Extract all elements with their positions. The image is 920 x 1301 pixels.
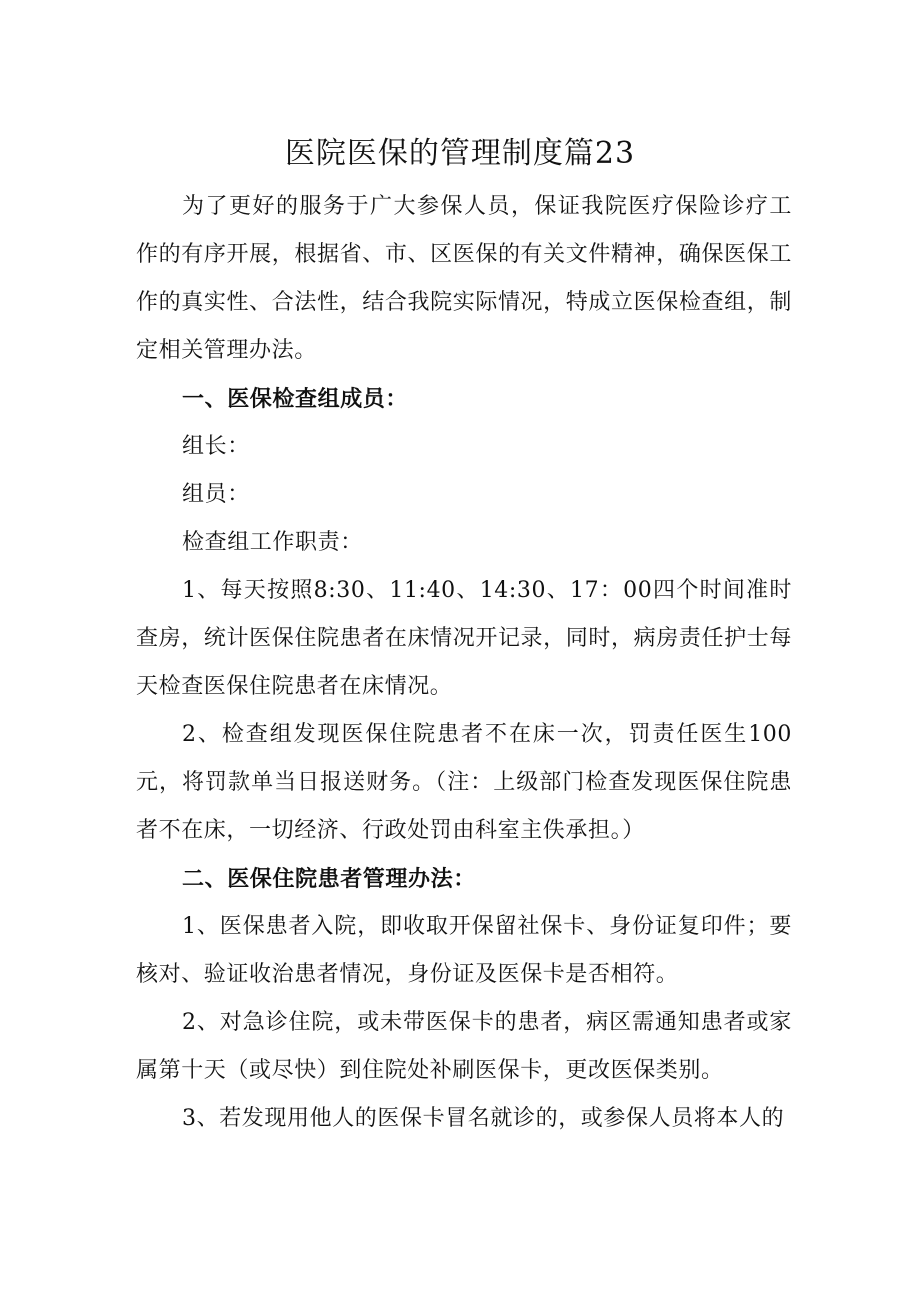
management-item-1: 1、医保患者入院，即收取开保留社保卡、身份证复印件；要核对、验证收治患者情况，身份证及医保卡是否相符。 xyxy=(136,914,792,987)
duty-item-1: 1、每天按照8:30、11:40、14:30、17：00四个时间准时查房，统计医保住院患者在床情况开记录，同时，病房责任护士每天检查医保住院患者在床情况。 xyxy=(136,578,792,699)
section-heading-inpatient-management: 二、医保住院患者管理办法： xyxy=(182,866,476,892)
intro-paragraph: 为了更好的服务于广大参保人员，保证我院医疗保险诊疗工作的有序开展，根据省、市、区医保的有关文件精神，确保医保工作的真实性、合法性，结合我院实际情况，特成立医保检查组，制定相关管理办法。 xyxy=(136,194,792,363)
document-title: 医院医保的管理制度篇23 xyxy=(284,136,636,171)
document-body xyxy=(136,183,792,1143)
management-item-3: 3、若发现用他人的医保卡冒名就诊的，或参保人员将本人的 xyxy=(182,1106,785,1131)
duty-item-2: 2、检查组发现医保住院患者不在床一次，罚责任医生100元，将罚款单当日报送财务。（注：上级部门检查发现医保住院患者不在床，一切经济、行政处罚由科室主佚承担。） xyxy=(136,722,792,843)
section-heading-inspection-group: 一、医保检查组成员： xyxy=(182,386,409,412)
group-leader-line: 组长： xyxy=(182,434,250,459)
group-member-line: 组员： xyxy=(182,482,250,507)
management-item-2: 2、对急诊住院，或未带医保卡的患者，病区需通知患者或家属第十天（或尽快）到住院处补刷医保卡，更改医保类别。 xyxy=(136,1010,792,1083)
duties-label: 检查组工作职责： xyxy=(182,530,363,555)
